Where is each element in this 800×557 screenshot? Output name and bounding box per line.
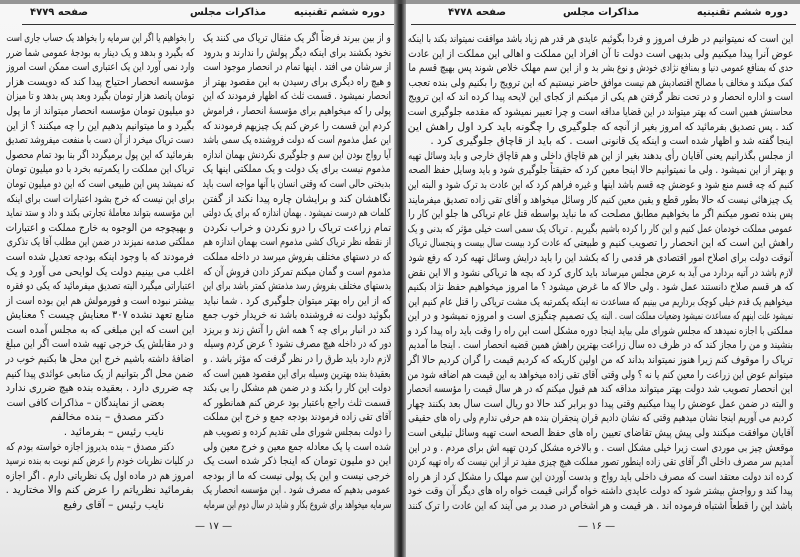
line-text: بعقیدهٔ بنده بهترین وسیله برای این مقصود همین است که: [203, 367, 391, 380]
line-text: اشخاص در صدد بر می آیند که این عادت را ترک کنند: [408, 500, 598, 512]
line-text: کنیم که چه قسم منع شود و عوضش چه قسم باشد اینها: [601, 178, 793, 191]
line-text: را بخواهیم یا اگر این سرمایه را بخواهد یک حساب جاری است: [6, 32, 194, 44]
line-text: بفرمائید که این پول برمیگردد اگر بنا بود تمام محصول: [6, 148, 194, 161]
line-text: این عمل مذموم است که دولت فروشنده یک سمی باشد: [203, 134, 391, 147]
text-line: [601, 353, 793, 368]
line-text: این است که این مبلغی که به مجلس آمده است: [6, 323, 194, 336]
line-text: تریاک را موقوف کنم زیرا هنوز نمیتواند بداند که من: [601, 354, 793, 367]
line-text: برای این نیست که خرج بشود اعتبارات است برای اینکه: [6, 192, 194, 205]
left-page: [0, 0, 397, 557]
line-text: نایب رئیس – آقای رفیع: [63, 499, 164, 511]
line-text: مملکتی صدمه نمیزند در ضمن این مطلب آقا یک تذکری: [6, 236, 194, 249]
line-text: تمام زراعت تریاک را درو نکردن و خراب نکردن: [203, 221, 391, 234]
line-text: که ما نباید بواسطه قتل عام تریاکی ها جلو این کار را: [408, 208, 598, 221]
session-label: دوره ششم تقنینیه: [293, 7, 385, 18]
line-text: آنوقت دولت برای اصلاح امور اقتصادی هر قدمی را که: [601, 251, 793, 264]
text-line: [408, 76, 598, 91]
line-text: و هیچ راه دیگری برای رسیدن به این مقصود بهتر از: [203, 75, 391, 88]
line-text: امروز هم در ماده اول یک نظریاتی دارم . اگر اجازه: [6, 469, 194, 482]
line-text: کمک میکند و مخالف با مصالح اقتصادیش هم نیست موافق: [601, 76, 793, 89]
text-line: [408, 499, 598, 514]
line-text: بگوئید دولت نه فروشنده باشد نه خریدار خوب جمع: [203, 309, 391, 322]
line-text: باید کاری کرد که بچه ها تریاکی نشود و الا این نقض: [408, 266, 598, 279]
text-line: [601, 470, 793, 485]
line-text: میتوانم عوض این زراعت را معین کنم یا نه ؟ ولی وقتی: [601, 368, 793, 381]
line-text: کرد که حقیقتاً جلوگیری شود و باید وسایل حفظ الصحه: [408, 164, 598, 177]
text-line: [6, 46, 194, 61]
text-line: [6, 352, 194, 367]
text-column-left: [408, 32, 598, 514]
text-line: [408, 207, 598, 222]
text-line: [6, 337, 194, 352]
text-line: [6, 60, 194, 75]
line-text: دو برابر کند حالا دو ریال است سال بعد بکنند چهار: [408, 397, 598, 410]
text-line: [203, 206, 391, 221]
line-text: این انحصار تصویب شد دولت بهتر میتواند مداقه کند: [601, 383, 793, 396]
line-text: نگاهشان کند و برایشان چاره پیدا نکند از گفتن: [203, 192, 391, 205]
line-text: از نقطه نظر تریاک کشی مذموم است بهمان اندازه هم: [203, 236, 391, 249]
text-line: [601, 426, 793, 441]
text-line: [408, 397, 598, 412]
line-text: عمومی بدهیم که مصرف شود . این مؤسسه انحصار یک: [203, 484, 391, 497]
text-line: [203, 46, 391, 61]
text-line: [6, 410, 194, 425]
text-line: [601, 207, 793, 222]
scan-edge: [0, 0, 800, 4]
line-text: عایدی هر قدر هم زیاد باشد موافقت نمیتواند بکند با اینکه: [408, 33, 598, 45]
text-line: [203, 89, 391, 104]
text-line: [601, 499, 793, 514]
text-line: [408, 120, 598, 135]
line-text: دوره مشکل است این راه را وقت باید راه پیدا کرد و: [408, 324, 598, 337]
line-text: و البته در ضمن عمل عوضش را پیدا میکنیم وقتی پیدا: [601, 397, 793, 410]
line-text: که هر قسم صلاح دانستند عمل شود . ولی حالا که ما: [601, 281, 793, 294]
line-text: بگیرد و ما میتوانیم بدهیم این را چه میکنند ؟ از این: [6, 119, 194, 132]
running-title: مذاکرات مجلس: [190, 7, 267, 18]
text-line: [203, 279, 391, 294]
line-text: آیا رواج بودن این سم و جلوگیری نکردنش بهمان اندازه: [203, 148, 391, 161]
line-text: خواه گرانی قیمت خواه راه های دیگر آن وقت خود: [408, 485, 598, 498]
line-text: پولی را که میخواهیم برای مؤسسهٔ انحصار ، فراموش: [203, 104, 391, 117]
text-line: [6, 323, 194, 338]
line-text: و بدست آوردن این سم مهلک را مشکل کرد از هر راه: [408, 470, 598, 483]
line-text: طبیعتی که عادت کرد بیست سال بیست و پنجسال تریاک: [408, 237, 598, 250]
line-text: است و چرا تعبیر نمیشود که مقدمه جلوگیری است: [408, 105, 598, 118]
text-line: [601, 324, 793, 339]
text-line: [408, 353, 598, 368]
page-folio: — ۱۷ —: [195, 521, 233, 532]
line-text: مملکتی با اجازه نمیدهد که مجلس شورای ملی بیاید اینجا: [601, 324, 793, 337]
line-text: افراد این مملکت و اهالی این مملکت از این عادت: [408, 47, 598, 60]
text-line: [6, 425, 194, 440]
line-text: و بالاخره مشکل کردن تهیه اش برای مردم . و در این: [408, 441, 598, 454]
line-text: خرجی نیست و این یک پولی نیست که ما از بودجه: [203, 469, 391, 482]
line-text: این است که نمیتوانیم در ظرف امروز و فردا بگوئیم: [601, 33, 793, 45]
text-line: [203, 498, 391, 513]
text-line: [408, 426, 598, 441]
line-text: در کلیات نظریات خودم را عرض کنم نوبت به بنده نرسید: [6, 455, 194, 468]
line-text: بعضی از نمایندگان – مذاکرات کافی است: [6, 396, 164, 409]
line-text: بیشتر نبوده است و فورمولش هم این بوده است از: [6, 294, 194, 307]
line-text: حاضر نیستیم که این ترویج را بکنیم ولی بنده تعجب: [408, 76, 598, 89]
text-line: [203, 323, 391, 338]
line-text: قسمت ثلث راجع باعتبار بود عرض کنم همانطور که: [203, 396, 391, 409]
text-line: [6, 396, 194, 411]
line-text: که نمیشد پس این طبیعی است که این دو میلیون تومان: [6, 177, 194, 190]
line-text: وارد نمی آورد این یک اعتباری است ممکن است امروز: [6, 61, 194, 74]
text-line: [601, 134, 793, 149]
text-line: [601, 382, 793, 397]
line-text: بنشیند و من را مجاز کند که در ظرف ده سال زراعت: [601, 339, 793, 352]
line-text: هم قبول میکنم که در هر سال قیمت را مؤسسه انحصار: [408, 383, 598, 396]
text-line: [601, 149, 793, 164]
line-text: عمومی مملکت خودمان عمل کنیم و این کار را کرده باشیم: [601, 222, 793, 235]
line-text: که بگیرد و بدهد و یک دینار به بودجهٔ عمومی شما ضرر: [6, 46, 194, 59]
text-line: [408, 441, 598, 456]
text-line: [408, 295, 598, 310]
text-line: [601, 90, 793, 105]
text-line: [408, 47, 598, 62]
text-line: [203, 192, 391, 207]
text-line: [6, 469, 194, 484]
line-text: بدبختی حالی است که وقتی انسان با آنها مواجه است باید: [203, 177, 391, 190]
line-text: یک تصمیم چنگیزی است و امروزه نمیشود و در این: [408, 310, 598, 323]
text-line: [408, 193, 598, 208]
text-line: [408, 324, 598, 339]
text-line: [6, 381, 194, 396]
line-text: حدی که بمنافع عمومی دنیا و بمنافع نژادی خودش و نوع بشر: [601, 62, 793, 75]
line-text: دکتر مصدق – بنده مخالفم: [50, 411, 164, 424]
line-text: انحصار نمیشود . قسمت ثلث که اظهار فرمودند که این: [203, 90, 391, 103]
text-line: [203, 352, 391, 367]
text-line: [6, 148, 194, 163]
text-line: [408, 90, 598, 105]
line-text: چه ضرری دارد . بعقیده بنده هیچ ضرری ندارد: [6, 382, 194, 395]
text-line: [601, 441, 793, 456]
line-text: آقای تقی زاده فرمودند بودجه جمع و خرج این مملکت: [203, 411, 391, 424]
text-line: [601, 295, 793, 310]
line-text: غرض میشود ؟ ما امروز میخواهیم حفظ نژاد بکنیم: [408, 281, 598, 294]
text-line: [203, 133, 391, 148]
line-text: دور که در داخله هیچ مصرف نشود ؟ عرض کردم وسیله: [203, 338, 391, 351]
text-line: [6, 177, 194, 192]
text-line: [6, 221, 194, 236]
text-line: [601, 193, 793, 208]
text-line: [203, 75, 391, 90]
book-spine: [394, 0, 406, 557]
text-line: [6, 265, 194, 280]
line-text: باشد این را قطعاً اشتباه فرموده اند . هر قیمت و هر: [601, 500, 793, 512]
line-text: فرمودند که با وجود اینکه بودجه تعدیل شده است: [6, 250, 194, 263]
page-number-header: صفحه ۴۷۷۹: [30, 7, 89, 18]
text-line: [408, 280, 598, 295]
text-line: [408, 149, 598, 164]
text-column-left: [6, 31, 194, 513]
line-text: آقایان موافقت میکنند ولی پیش پیش تقاضای تعیین: [601, 427, 793, 440]
line-text: بفرمائید نظریاتم را عرض کنم والا مختارید .: [6, 484, 194, 497]
line-text: منابع تعهد نشده ۳۰۷ معنایش چیست ؟ معنایش: [6, 309, 194, 322]
text-line: [408, 455, 598, 470]
line-text: راه های حفظ الصحه است تهیه وسائل تبلیغی است: [408, 427, 598, 440]
text-line: [6, 483, 194, 498]
text-line: [408, 251, 598, 266]
text-line: [6, 119, 194, 134]
text-line: [6, 192, 194, 207]
line-text: اعتباراتی میگیرد البته تصدیق میفرمائید که یکی دو فقره: [6, 280, 194, 293]
line-text: و بهتر از این نمیشود . ولی ما نمیتوانیم حالا اینجا معین: [601, 164, 793, 177]
text-line: [408, 470, 598, 485]
line-text: جلوگیری را چگونه باید کرد اول راهش این: [408, 120, 598, 133]
text-line: [6, 75, 194, 90]
line-text: مذموم است و گمان میکنم تمرکز دادن فروش آن که: [203, 265, 391, 278]
line-text: آقای تقی زاده میخواهد به این قیمت هم اضافه شود من: [408, 368, 598, 381]
line-text: دو میلیون تومان مؤسسه انحصار میتواند از ما پول: [6, 104, 194, 117]
line-text: نه اینکه یکمرتبه یک مشت تریاکی را قتل عام کنیم این: [408, 295, 598, 308]
line-text: از سرشان می افتد . اینها تمام در انحصار موجود است: [203, 61, 391, 74]
line-text: نایب رئیس – بفرمائید .: [63, 426, 164, 439]
text-line: [601, 338, 793, 353]
text-line: [203, 250, 391, 265]
text-line: [601, 163, 793, 178]
line-text: کند در انبار برای چه ؟ همه اش را آتش زند و بریزد: [203, 323, 391, 336]
line-text: و از بین ببرند فرضاً اگر یک مثقال تریاک می کنند یک: [203, 32, 391, 44]
text-line: [601, 484, 793, 499]
line-text: میخواهیم یک قدم خیلی کوچک برداریم می بینیم که مساعدت: [601, 295, 793, 308]
text-line: [601, 120, 793, 135]
line-text: ضمن محل اگر بتوانیم از یک منابعی عوائدی پیدا کنیم: [6, 367, 194, 380]
text-line: [203, 425, 391, 440]
line-text: کند . پس تصدیق بفرمائید که امروز بغیر از آنچه که: [601, 120, 793, 133]
line-text: بهترین راهش همین قضیه انحصار است . اینجا ما آمدیم: [408, 339, 598, 352]
text-line: [6, 250, 194, 265]
line-text: یک چیزهائی نیست که حالا بطور قطع و یقین معین کنیم: [601, 193, 793, 206]
line-text: آمدیم سر مصرف داخلی اگر آقای تقی زاده اینطور تصور: [601, 456, 793, 469]
text-line: [408, 484, 598, 499]
line-text: مؤسسه انحصار احتیاج پیدا کند که دویست هزار: [6, 75, 194, 88]
line-text: از مجلس بگذرانیم یعنی آقایان رأی بدهند بغیر از این: [601, 149, 793, 162]
line-text: لازم باشد در آتیه بردارد می آید به عرض مجلس میرساند: [601, 266, 793, 279]
line-text: تومان پانصد هزار تومان بگیرد وبعد پس بدهد و تا میزان: [6, 90, 194, 103]
text-column-right: [203, 31, 391, 513]
text-line: [6, 206, 194, 221]
text-line: [408, 411, 598, 426]
page-folio: — ۱۶ —: [578, 521, 616, 532]
text-line: [601, 178, 793, 193]
text-line: [203, 265, 391, 280]
text-line: [6, 104, 194, 119]
line-text: کردم این قسمت را عرض کنم یک چیزیهم فرمودند که: [203, 119, 391, 132]
text-line: [601, 222, 793, 237]
text-line: [601, 32, 793, 47]
text-line: [408, 178, 598, 193]
line-text: موقعش چیز بی موردی است زیرا خیلی مشکل است .: [601, 441, 793, 454]
text-line: [601, 61, 793, 76]
line-text: و در مقابلش یک خرجی تهیه شده است اگر این مبلغ: [6, 338, 194, 351]
text-line: [601, 397, 793, 412]
line-text: بد و از این سم مهلک خلاص شوند پس بهیچ قسم ما: [408, 62, 598, 75]
text-line: [203, 119, 391, 134]
line-text: میکنم از کجای این لایحه پیدا کرده اند که این ترویج: [408, 91, 598, 104]
text-line: [601, 251, 793, 266]
text-line: [408, 236, 598, 251]
text-line: [408, 61, 598, 76]
line-text: لازم دارد باید طرق را در نظر گرفت که مؤثر باشد . و: [203, 353, 391, 366]
header-rule: [22, 24, 394, 25]
text-line: [601, 76, 793, 91]
text-line: [601, 266, 793, 281]
text-line: [6, 294, 194, 309]
text-line: [203, 469, 391, 484]
line-text: را دولت بمجلس شورای ملی تقدیم کرده و تصویب هم: [203, 426, 391, 439]
text-line: [601, 105, 793, 120]
line-text: قران پنجقران بنده هم حرفی ندارم ولی راه های حقیقی: [408, 412, 598, 425]
line-text: دکتر مصدق – بنده بدیروز اجازه خواسته بودم که: [6, 440, 174, 453]
text-line: [601, 455, 793, 470]
line-text: بگیریم . تریاک یک سمی است خیلی مؤثر که بدنی و یک: [408, 222, 598, 235]
text-line: [601, 280, 793, 295]
line-text: مذموم نیست برای یک دولت و یک مملکتی اینها یک: [203, 163, 391, 176]
text-line: [408, 134, 598, 149]
line-text: دولت این کار را بکند و در ضمن هم مشکل را بی بکند: [203, 382, 391, 395]
session-label: دوره ششم تقنینیه: [696, 7, 788, 18]
text-line: [408, 382, 598, 397]
text-line: [203, 104, 391, 119]
text-line: [601, 309, 793, 324]
line-text: بکشد این را باید درایش وسائل تهیه کرد که رفع شود: [408, 251, 598, 264]
text-line: [408, 368, 598, 383]
text-line: [601, 47, 793, 62]
line-text: شده است یا یک معادله جمع معین و خرج معین ولی: [203, 440, 391, 453]
text-line: [408, 222, 598, 237]
text-line: [408, 105, 598, 120]
header-rule: [411, 24, 796, 25]
line-text: است . که باید از قاچاق جلوگیری کرد .: [430, 135, 598, 148]
text-line: [203, 483, 391, 498]
text-line: [6, 498, 194, 513]
text-line: [408, 163, 598, 178]
text-line: [203, 440, 391, 455]
text-line: [601, 411, 793, 426]
text-line: [6, 133, 194, 148]
page-number-header: صفحه ۴۷۷۸: [448, 7, 507, 18]
line-text: پس بنده تصور میکنم اگر ما بخواهیم مطابق مصلحت: [601, 208, 793, 221]
text-line: [408, 309, 598, 324]
line-text: مملکت هیچ چیزی مفید تر از این نیست که راه تهیه کردن: [408, 456, 598, 469]
line-text: کار وسائل میخواهد و آقای تقی زاده تصدیق میفرمایند: [408, 193, 598, 206]
line-text: است و اداره انحصار و در تحت نظر گرفتن هم یکی از: [601, 91, 793, 104]
line-text: پیدا کند و رواجش بیشتر شود که دولت عایدی داشته: [601, 485, 793, 498]
text-line: [408, 338, 598, 353]
line-text: اضافهٔ داشته باشیم خرج این محل ها بکنیم خوب در: [6, 353, 194, 366]
text-line: [6, 308, 194, 323]
text-line: [203, 60, 391, 75]
text-line: [6, 279, 194, 294]
line-text: تریاک این مملکت را یکمرتبه بخرد با دو میلیون تومان: [6, 163, 194, 176]
line-text: نمیشود علت اینهم که مساعدت نمیشود وضعیات مملکت است . البته: [601, 310, 793, 323]
text-line: [601, 236, 793, 251]
line-text: سرمایه میخواهد برای شروع بکار و شاید در سال دوم این سرمایه: [203, 499, 391, 511]
text-line: [6, 162, 194, 177]
line-text: اغلب می بینیم دولت یک لوایحی می آورد و یک: [6, 265, 194, 278]
line-text: و غیره فراهم کرد که این عادت بد ترک شود و البته این: [408, 178, 598, 191]
right-page: [403, 0, 800, 557]
text-line: [408, 266, 598, 281]
text-line: [6, 235, 194, 250]
line-text: اینجا گفته شد و اظهار شده است و اینکه یک قانونی: [601, 135, 793, 148]
line-text: این مؤسسه بتواند معاملهٔ تجارتی بکند و داد و ستد نماید: [6, 207, 194, 220]
line-text: و بهیچوجه من الوجوه به خارج مملکت و اعتبارات: [6, 221, 194, 234]
line-text: کلمات هم درست نمیشود . بهمان اندازه که برای یک دولتی: [203, 207, 391, 220]
line-text: عوض آنرا پیدا میکنیم ولی بدیهی است دولت تا آن: [601, 47, 793, 60]
line-text: این دو ملیون تومان که اینجا ذکر شده است یک: [203, 455, 391, 468]
running-title: مذاکرات مجلس: [563, 7, 640, 18]
line-text: دست تریاک میخرد از آن دست با منفعت میفروشد تصدیق: [6, 134, 194, 147]
text-column-right: [601, 32, 793, 514]
line-text: کردیم می آوریم اینجا نشان میدهیم وقتی که نشان دادیم: [601, 412, 793, 425]
line-text: هم قاچاق داخلی و هم قاچاق خارجی و باید وسائل تهیه: [408, 149, 598, 162]
line-text: که در دستهای مختلف بفروش میرسد در داخله مملکت: [203, 250, 391, 263]
text-line: [6, 89, 194, 104]
text-line: [6, 454, 194, 469]
text-line: [6, 440, 194, 455]
text-line: [203, 294, 391, 309]
line-text: راهش این است که این انحصار را تصویب کنیم و: [601, 237, 793, 250]
line-text: کرده اند دولت معتقد است که مصرف داخلی باید رواج: [601, 470, 793, 483]
line-text: اولین کاریکه که کردیم قیمت را گران کردیم حالا اگر: [408, 354, 598, 367]
line-text: محاسنش همین است که بهتر میتواند در این قضایا مداقه: [601, 105, 793, 118]
text-line: [203, 308, 391, 323]
text-line: [408, 32, 598, 47]
text-line: [6, 367, 194, 382]
text-line: [203, 396, 391, 411]
line-text: نخود بکشند برای اینکه دیگر پولش را ندارند و بدرود: [203, 46, 391, 59]
line-text: بدستهای مختلف بفروش رسد مذمتش کمتر باشد برای این: [203, 280, 391, 293]
text-line: [601, 368, 793, 383]
text-line: [6, 31, 194, 46]
line-text: که از این راه بهتر میتوان جلوگیری کرد . شما نباید: [203, 294, 391, 307]
